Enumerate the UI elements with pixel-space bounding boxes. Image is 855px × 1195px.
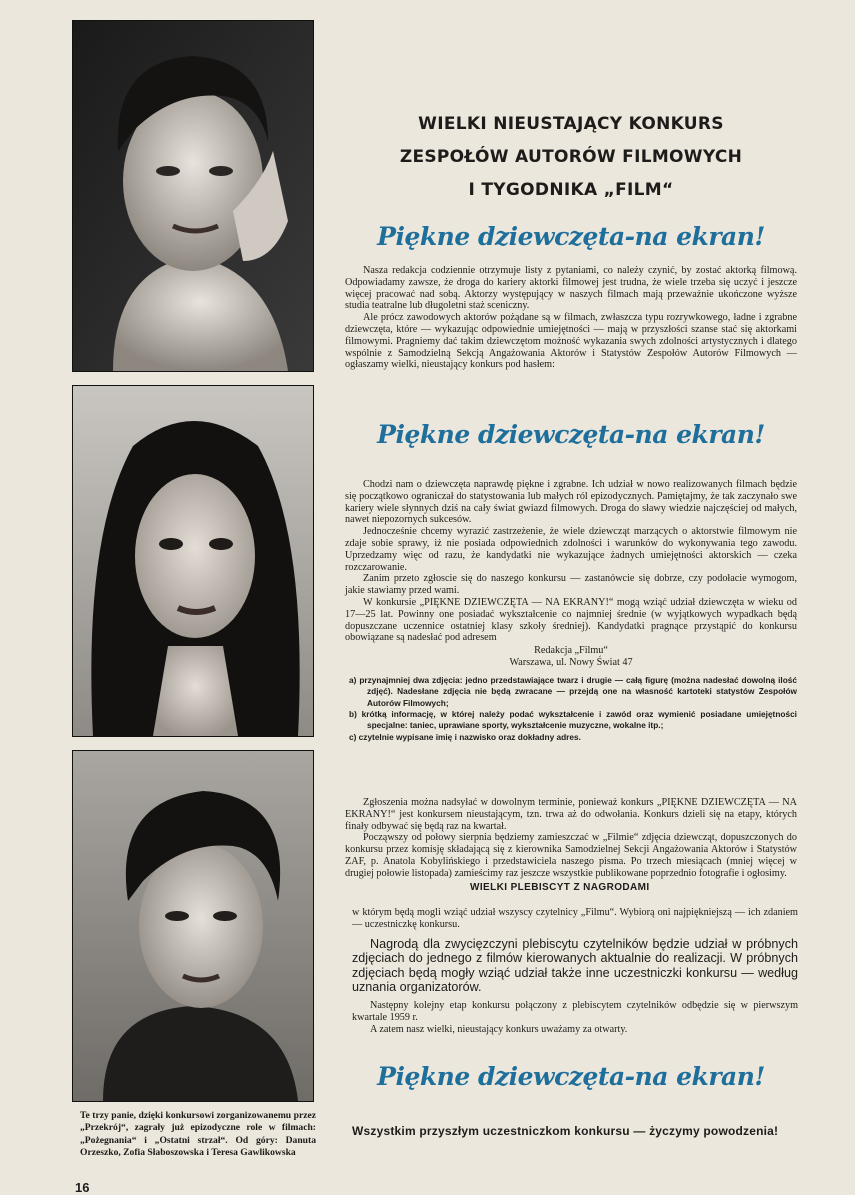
photo-caption: Te trzy panie, dzięki konkursowi zorganizowanemu przez „Przekrój“, zagrały już epizodyczne role w filmach: „Pożegnania“ i „Ostatni strzał“. Od góry: Danuta Orzeszko, Zofia Słaboszowska i Teresa Gawlikowska	[80, 1110, 316, 1159]
list-item: c) czytelnie wypisane imię i nazwisko oraz dokładny adres.	[349, 731, 581, 742]
paragraph: w którym będą mogli wziąć udział wszyscy czytelnicy „Filmu“. Wybiorą oni najpiękniejszą — ich zdaniem — uczestniczkę konkursu.	[352, 907, 798, 930]
plebiscite-heading: WIELKI PLEBISCYT Z NAGRODAMI	[470, 882, 650, 893]
closing-text	[352, 1000, 798, 1035]
paragraph: Nasza redakcja codziennie otrzymuje listy z pytaniami, co należy czynić, by zostać aktorką filmową. Odpowiadamy zawsze, że droga do kariery aktorki filmowej jest trudna, że wiele trzeba się uczyć i jeszcze więcej pracować nad sobą. Aktorzy występujący w naszych filmach mają przeważnie ukończone wyższe studia teatralne lub długoletni staż sceniczny.	[345, 265, 797, 312]
headline-line-2: ZESPOŁÓW AUTORÓW FILMOWYCH	[399, 147, 743, 167]
address-line: Redakcja „Filmu“	[534, 645, 608, 657]
portrait-photo-3	[72, 750, 314, 1102]
headline-line-1: WIELKI NIEUSTAJĄCY KONKURS	[418, 114, 724, 134]
paragraph: Następny kolejny etap konkursu połączony z plebiscytem czytelników odbędzie się w pierwszym kwartale 1959 r.	[352, 1000, 798, 1023]
article-headline	[340, 108, 802, 207]
postal-address	[345, 645, 797, 669]
slogan-1: Piękne dziewczęta-na ekran!	[377, 222, 765, 251]
slogan-2: Piękne dziewczęta-na ekran!	[377, 420, 765, 449]
portrait-photo-1	[72, 20, 314, 372]
closing-wishes: Wszystkim przyszłym uczestniczkom konkursu — życzymy powodzenia!	[352, 1124, 779, 1138]
paragraph: Począwszy od połowy sierpnia będziemy zamieszczać w „Filmie“ zdjęcia dziewcząt, dopuszczonych do konkursu przez komisję składającą się z kierownika Samodzielnej Sekcji Angażowania Aktorów i Statystów ZAF, p. Anatola Kobylińskiego i przedstawiciela naszego pisma. Po trzech miesiącach (mniej więcej w drugiej połowie listopada) zamieścimy raz jeszcze wszystkie publikowane poprzednio fotografie i ogłosimy.	[345, 832, 797, 879]
paragraph: A zatem nasz wielki, nieustający konkurs uważamy za otwarty.	[370, 1023, 628, 1035]
paragraph: Zgłoszenia można nadsyłać w dowolnym terminie, ponieważ konkurs „PIĘKNE DZIEWCZĘTA — NA EKRANY!“ jest konkursem nieustającym, tzn. trwa aż do odwołania. Konkurs dzieli się na etapy, których finały odbywać się będą raz na kwartał.	[345, 797, 797, 832]
paragraph: Chodzi nam o dziewczęta naprawdę piękne i zgrabne. Ich udział w nowo realizowanych filmach będzie się początkowo ograniczał do statystowania lub małych ról epizodycznych. Pamiętajmy, że tak zaczynało swe kariery wiele słynnych dziś na cały świat gwiazd filmowych. Droga do sławy wiedzie najczęściej od małych, nawet niepozornych sukcesów.	[345, 479, 797, 526]
headline-line-3: I TYGODNIKA „FILM“	[468, 180, 674, 200]
portrait-photo-2	[72, 385, 314, 737]
schedule-text	[345, 797, 797, 880]
list-item: b) krótką informację, w której należy podać wykształcenie i zawód oraz wymienić posiadane umiejętności specjalne: taniec, uprawiane sporty, wykształcenie muzyczne, wokalne itp.;	[349, 709, 797, 731]
list-item: a) przynajmniej dwa zdjęcia: jedno przedstawiające twarz i drugie — całą figurę (można nadesłać dowolną ilość zdjęć). Nadesłane zdjęcia nie będą zwracane — przejdą one na własność kartoteki statystów Zespołów Autorów Filmowych;	[349, 675, 797, 708]
rules-text	[345, 479, 797, 753]
paragraph: W konkursie „PIĘKNE DZIEWCZĘTA — NA EKRANY!“ mogą wziąć udział dziewczęta w wieku od 17—25 lat. Powinny one posiadać wykształcenie co najmniej średnie (w wyjątkowych wypadkach będą dopuszczane uczennice ostatniej klasy szkoły średniej). Kandydatki pragnące przystąpić do konkursu obowiązane są nadesłać pod adresem	[345, 596, 797, 644]
plebiscite-text	[352, 907, 798, 1005]
slogan-3: Piękne dziewczęta-na ekran!	[377, 1062, 765, 1091]
paragraph: Ale prócz zawodowych aktorów pożądane są w filmach, zwłaszcza typu rozrywkowego, ładne i zgrabne dziewczęta, które — wykazując odpowiednie umiejętności — mają w przyszłości szanse stać się aktorkami filmowymi. Pragniemy dać takim dziewczętom możność wykazania swych zdolności artystycznych i dlatego wspólnie z Samodzielną Sekcją Angażowania Aktorów i Statystów Zespołów Autorów Filmowych — ogłaszamy wielki, nieustający konkurs pod hasłem:	[345, 312, 797, 371]
paragraph: Jednocześnie chcemy wyrazić zastrzeżenie, że wiele dziewcząt marzących o aktorstwie filmowym nie zdaje sobie sprawy, iż nie posiada odpowiednich zdolności i warunków do wykonywania tego zawodu. Uprzedzamy więc od razu, że kandydatki nie wykazujące żadnych umiejętności aktorskich — czeka rozczarowanie.	[345, 526, 797, 573]
address-line: Warszawa, ul. Nowy Świat 47	[509, 657, 633, 669]
intro-text	[345, 265, 797, 371]
requirements-list	[345, 675, 797, 743]
page-number: 16	[75, 1180, 90, 1195]
paragraph: Zanim przeto zgłoscie się do naszego konkursu — zastanówcie się dobrze, czy podołacie wymogom, jakie stawiamy przed wami.	[345, 573, 797, 597]
prize-paragraph: Nagrodą dla zwycięzczyni plebiscytu czytelników będzie udział w próbnych zdjęciach do jednego z filmów kierowanych aktualnie do realizacji. W próbnych zdjęciach będą mogły wziąć udział także inne uczestniczki konkursu — według uznania organizatorów.	[352, 936, 798, 995]
